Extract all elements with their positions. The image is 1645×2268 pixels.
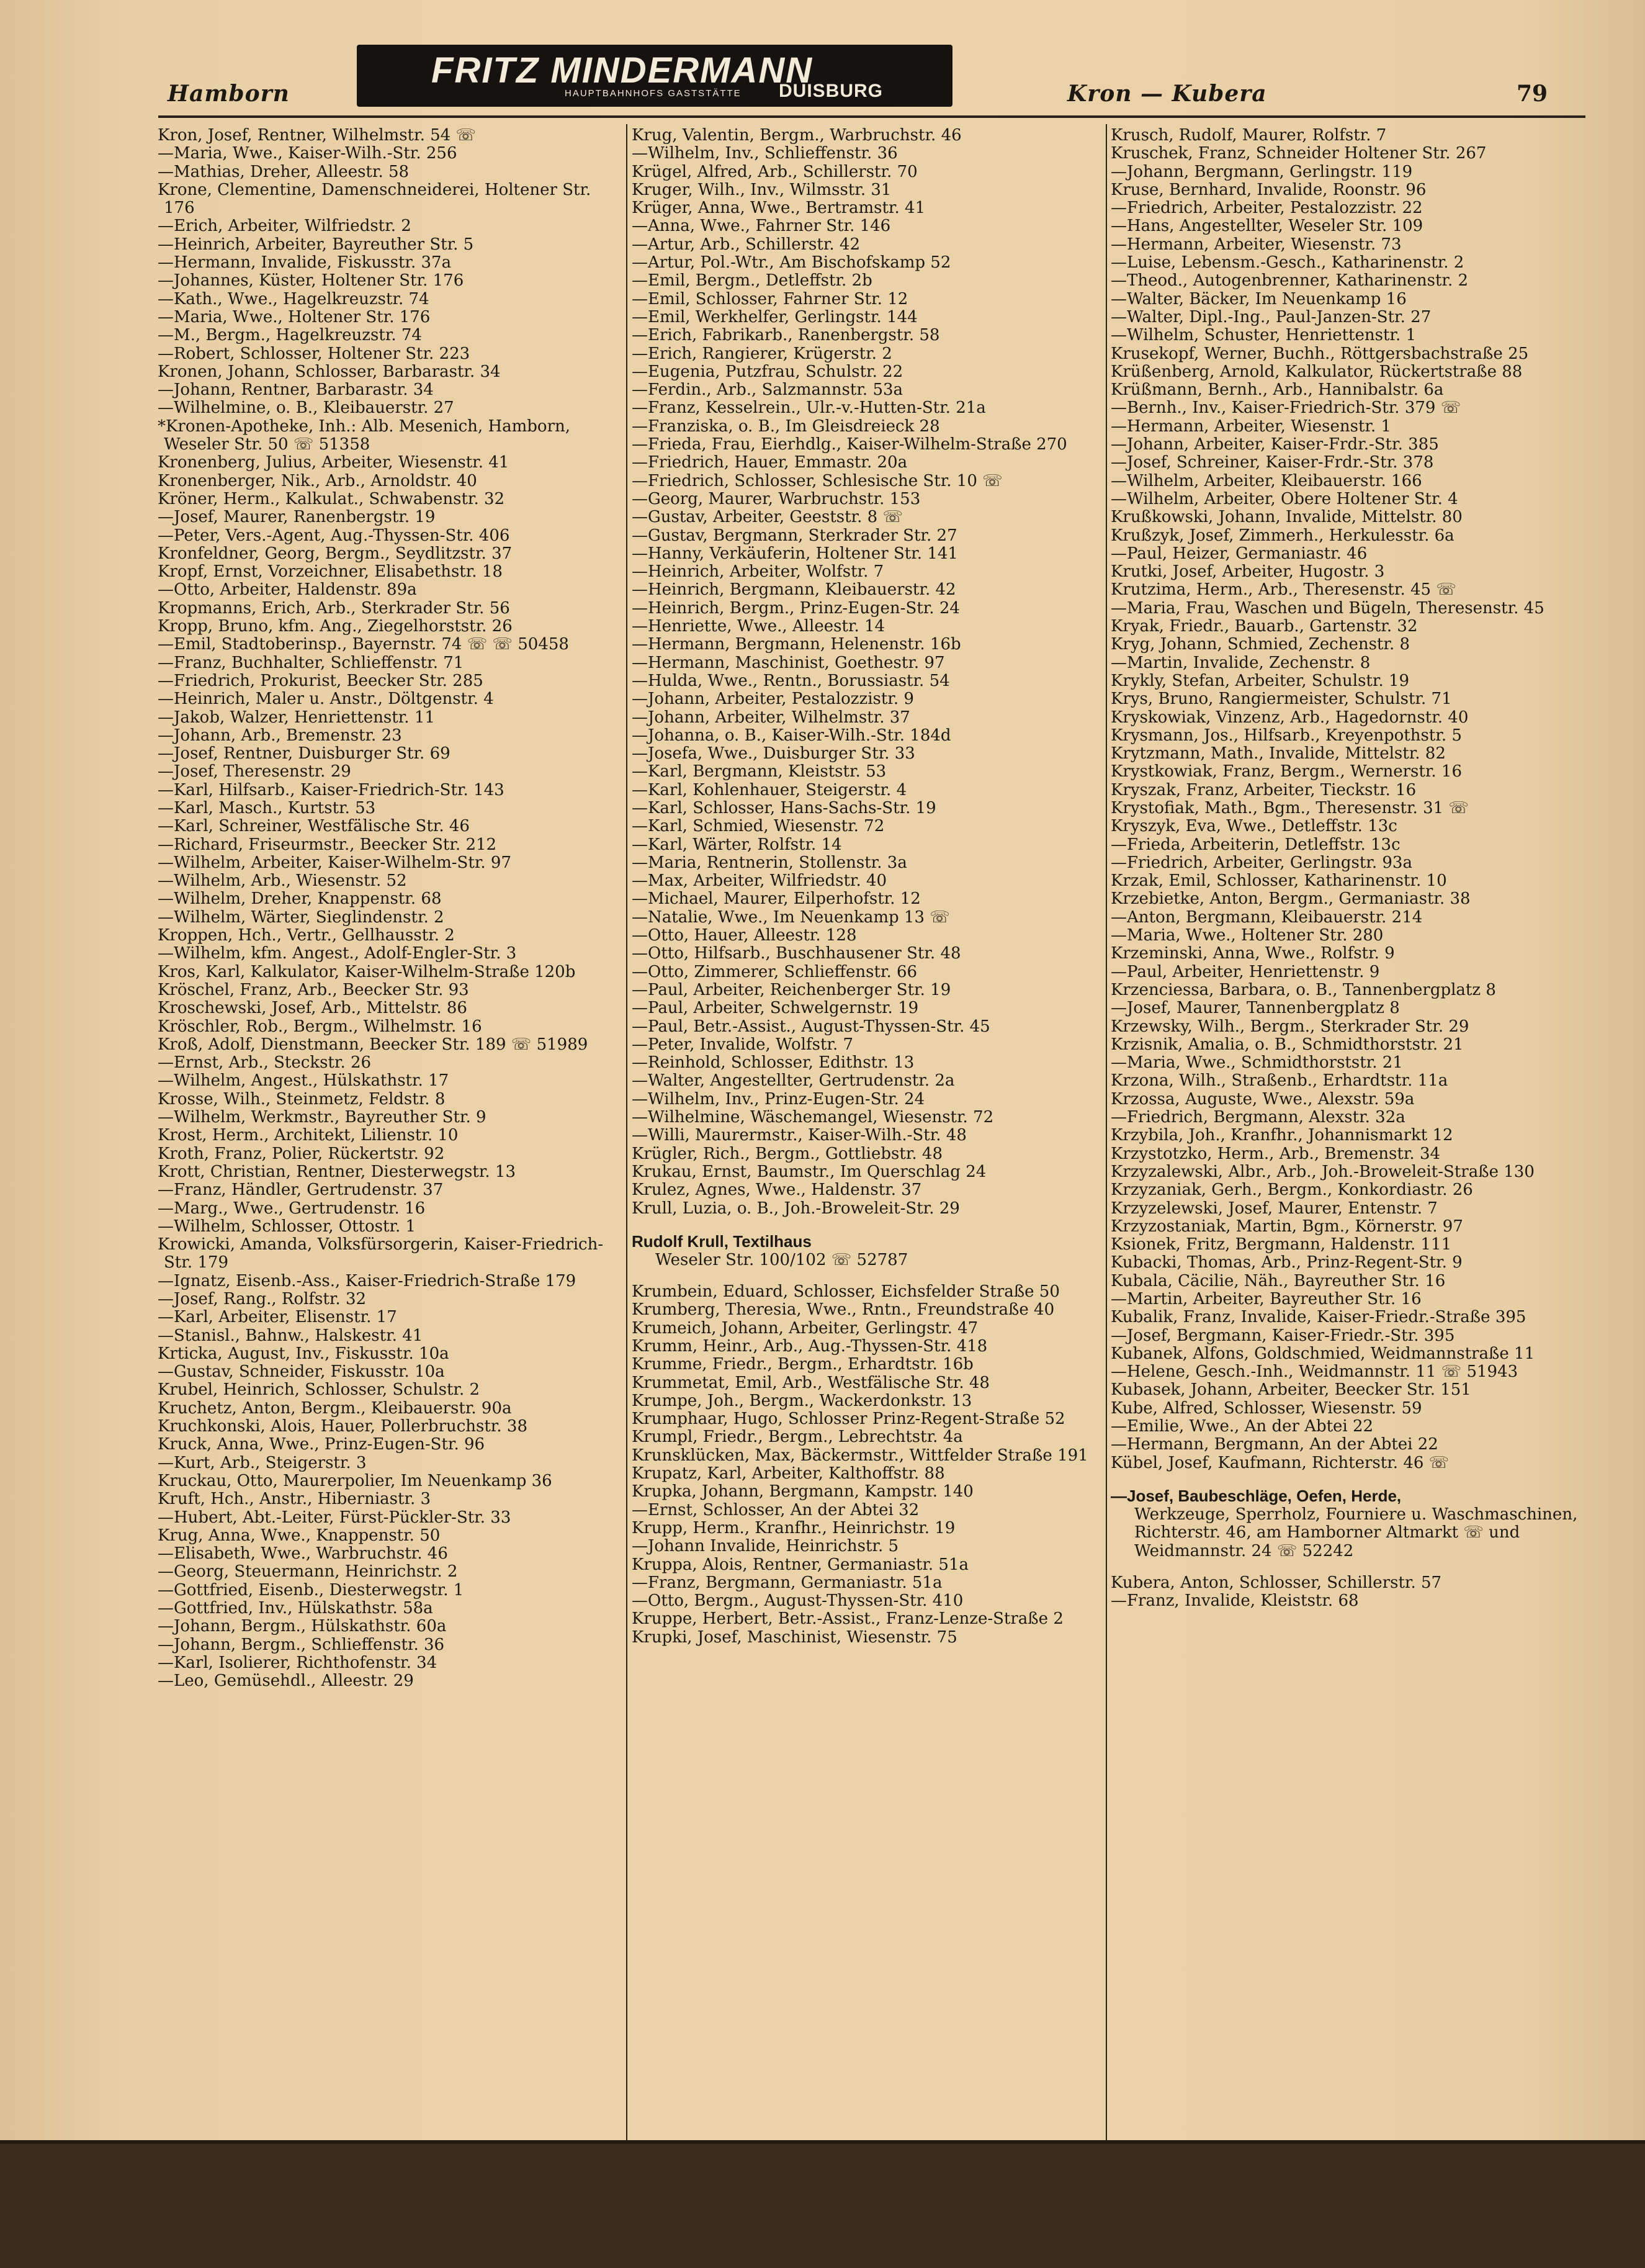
directory-entry: —Erich, Rangierer, Krügerstr. 2: [632, 344, 892, 363]
directory-entry: Kroppen, Hch., Vertr., Gellhausstr. 2: [158, 926, 455, 945]
directory-entry: —Leo, Gemüsehdl., Alleestr. 29: [158, 1672, 414, 1691]
directory-entry: —Johann, Arbeiter, Kaiser-Frdr.-Str. 385: [1111, 435, 1439, 454]
directory-entry: —Hubert, Abt.-Leiter, Fürst-Pückler-Str. 33: [158, 1508, 511, 1527]
directory-entry: —Johann, Bergm., Schlieffenstr. 36: [158, 1635, 445, 1654]
directory-entry: —Frieda, Frau, Eierhdlg., Kaiser-Wilhelm-Straße 270: [632, 435, 1067, 454]
directory-entry: —Maria, Rentnerin, Stollenstr. 3a: [632, 853, 907, 872]
directory-entry: —Emil, Schlosser, Fahrner Str. 12: [632, 289, 908, 308]
page-bottom-shadow: [0, 2144, 1645, 2268]
directory-entry: —Gottfried, Inv., Hülskathstr. 58a: [158, 1599, 433, 1618]
directory-entry: Krost, Herm., Architekt, Lilienstr. 10: [158, 1126, 459, 1145]
directory-entry: —Karl, Schlosser, Hans-Sachs-Str. 19: [632, 798, 936, 817]
directory-entry: —Georg, Maurer, Warbruchstr. 153: [632, 489, 921, 508]
directory-entry: Kubasek, Johann, Arbeiter, Beecker Str. 151: [1111, 1380, 1471, 1400]
directory-entry: —Franziska, o. B., Im Gleisdreieck 28: [632, 416, 940, 436]
directory-entry: Krone, Clementine, Damenschneiderei, Holtener Str. 176: [158, 180, 591, 218]
directory-entry: —Eugenia, Putzfrau, Schulstr. 22: [632, 362, 903, 381]
directory-entry: Krupatz, Karl, Arbeiter, Kalthoffstr. 88: [632, 1464, 945, 1483]
directory-entry: Krzisnik, Amalia, o. B., Schmidthorststr. 21: [1111, 1035, 1464, 1054]
directory-entry: —Wilhelm, Wärter, Sieglindenstr. 2: [158, 907, 444, 927]
directory-entry: Kruchkonski, Alois, Hauer, Pollerbruchstr. 38: [158, 1417, 527, 1436]
directory-entry: —Willi, Maurermstr., Kaiser-Wilh.-Str. 48: [632, 1126, 967, 1145]
directory-entry: —Walter, Dipl.-Ing., Paul-Janzen-Str. 27: [1111, 307, 1432, 326]
page-number: 79: [1517, 81, 1548, 107]
directory-entry: —Wilhelm, Arbeiter, Kaiser-Wilhelm-Str. 97: [158, 853, 512, 872]
directory-entry: Krügler, Rich., Bergm., Gottliebstr. 48: [632, 1144, 943, 1163]
directory-entry: —Maria, Wwe., Holtener Str. 280: [1111, 926, 1384, 945]
directory-entry: Kübel, Josef, Kaufmann, Richterstr. 46 ☏: [1111, 1453, 1450, 1472]
directory-entry: —Helene, Gesch.-Inh., Weidmannstr. 11 ☏ 51943: [1111, 1362, 1518, 1382]
directory-entry: Krzewsky, Wilh., Bergm., Sterkrader Str. 29: [1111, 1017, 1469, 1036]
directory-entry: —Mathias, Dreher, Alleestr. 58: [158, 162, 410, 181]
directory-entry: Krosse, Wilh., Steinmetz, Feldstr. 8: [158, 1089, 446, 1109]
directory-entry: —Otto, Arbeiter, Haldenstr. 89a: [158, 580, 417, 600]
directory-entry: —Franz, Invalide, Kleiststr. 68: [1111, 1591, 1359, 1611]
directory-entry: Krysmann, Jos., Hilfsarb., Kreyenpothstr. 5: [1111, 726, 1462, 745]
directory-entry: Kruse, Bernhard, Invalide, Roonstr. 96: [1111, 180, 1427, 199]
directory-entry: —Otto, Bergm., August-Thyssen-Str. 410: [632, 1591, 964, 1611]
directory-entry: —Hanny, Verkäuferin, Holtener Str. 141: [632, 544, 958, 563]
directory-entry: Kruger, Wilh., Inv., Wilmsstr. 31: [632, 180, 892, 199]
directory-entry: Krüßenberg, Arnold, Kalkulator, Rückertstraße 88: [1111, 362, 1523, 381]
directory-entry: —Johannes, Küster, Holtener Str. 176: [158, 271, 464, 290]
directory-entry: Kruck, Anna, Wwe., Prinz-Eugen-Str. 96: [158, 1435, 485, 1454]
directory-entry: —Wilhelm, Schuster, Henriettenstr. 1: [1111, 326, 1417, 345]
directory-entry: —Wilhelm, Dreher, Knappenstr. 68: [158, 889, 442, 909]
directory-advertisement: [1111, 1486, 1585, 1560]
header-range: Kron — Kubera: [1067, 81, 1267, 107]
directory-entry: —Luise, Lebensm.-Gesch., Katharinenstr. 2: [1111, 253, 1464, 272]
column-divider: [1106, 124, 1107, 2140]
directory-entry: —Gottfried, Eisenb., Diesterwegstr. 1: [158, 1580, 464, 1600]
directory-entry: —Wilhelm, Werkmstr., Bayreuther Str. 9: [158, 1108, 486, 1127]
directory-entry: —Martin, Arbeiter, Bayreuther Str. 16: [1111, 1290, 1422, 1308]
directory-entry: —Emil, Stadtoberinsp., Bayernstr. 74 ☏ ☏ 50458: [158, 635, 569, 654]
directory-entry: Krumphaar, Hugo, Schlosser Prinz-Regent-Straße 52: [632, 1410, 1065, 1429]
header-left-title: Hamborn: [168, 81, 290, 107]
directory-entry: —Wilhelm, Angest., Hülskathstr. 17: [158, 1071, 449, 1091]
directory-entry: —Gustav, Arbeiter, Geeststr. 8 ☏: [632, 508, 903, 527]
directory-entry: —Otto, Hauer, Alleestr. 128: [632, 926, 857, 945]
directory-entry: Kubala, Cäcilie, Näh., Bayreuther Str. 16: [1111, 1271, 1446, 1290]
directory-entry: Krys, Bruno, Rangiermeister, Schulstr. 71: [1111, 690, 1452, 709]
directory-entry: Krubel, Heinrich, Schlosser, Schulstr. 2: [158, 1380, 480, 1400]
advertisement-text: Werkzeuge, Sperrholz, Fourniere u. Waschmaschinen, Richterstr. 46, am Hamborner Altmarkt ☏ und Weidmannstr. 24 ☏ 52242: [1134, 1505, 1578, 1560]
directory-entry: —Robert, Schlosser, Holtener Str. 223: [158, 344, 470, 363]
directory-entry: —Hulda, Wwe., Rentn., Borussiastr. 54: [632, 671, 950, 690]
page-header: [0, 0, 1645, 124]
directory-entry: —Kath., Wwe., Hagelkreuzstr. 74: [158, 289, 429, 308]
directory-entry: Kros, Karl, Kalkulator, Kaiser-Wilhelm-Straße 120b: [158, 962, 576, 981]
directory-entry: Krupp, Herm., Kranfhr., Heinrichstr. 19: [632, 1518, 956, 1537]
directory-entry: Krzak, Emil, Schlosser, Katharinenstr. 10: [1111, 871, 1447, 891]
directory-entry: —Karl, Bergmann, Kleiststr. 53: [632, 762, 887, 781]
directory-entry: Krzebietke, Anton, Bergm., Germaniastr. 38: [1111, 889, 1471, 909]
directory-entry: Kropmanns, Erich, Arb., Sterkrader Str. 56: [158, 598, 510, 618]
header-ad-name: FRITZ MINDERMANN: [431, 50, 814, 91]
directory-entry: Krzenciessa, Barbara, o. B., Tannenbergplatz 8: [1111, 980, 1496, 999]
directory-entry: —Wilhelm, Schlosser, Ottostr. 1: [158, 1217, 416, 1236]
directory-entry: —Maria, Wwe., Schmidthorststr. 21: [1111, 1053, 1403, 1073]
directory-entry: Krusekopf, Werner, Buchh., Röttgersbachstraße 25: [1111, 344, 1529, 363]
directory-column-2: [632, 127, 1103, 2138]
directory-entry: —Wilhelmine, Wäschemangel, Wiesenstr. 72: [632, 1108, 994, 1127]
directory-entry: Krzyzalewski, Albr., Arb., Joh.-Broweleit-Straße 130: [1111, 1162, 1535, 1181]
directory-entry: —Friedrich, Hauer, Emmastr. 20a: [632, 453, 908, 472]
directory-entry: —Gustav, Bergmann, Sterkrader Str. 27: [632, 526, 957, 545]
directory-entry: Krußkowski, Johann, Invalide, Mittelstr. 80: [1111, 508, 1463, 527]
directory-entry: Krytzmann, Math., Invalide, Mittelstr. 82: [1111, 744, 1446, 763]
directory-entry: Krusch, Rudolf, Maurer, Rolfstr. 7: [1111, 127, 1387, 145]
directory-entry: —Karl, Arbeiter, Elisenstr. 17: [158, 1308, 397, 1327]
directory-entry: Kruft, Hch., Anstr., Hiberniastr. 3: [158, 1490, 431, 1509]
directory-entry: Krumm, Heinr., Arb., Aug.-Thyssen-Str. 418: [632, 1337, 988, 1356]
directory-entry: —Emil, Bergm., Detleffstr. 2b: [632, 271, 872, 290]
directory-entry: —Karl, Wärter, Rolfstr. 14: [632, 835, 842, 854]
directory-entry: Kronenberger, Nik., Arb., Arnoldstr. 40: [158, 471, 477, 490]
directory-entry: —Josef, Maurer, Tannenbergplatz 8: [1111, 999, 1400, 1018]
directory-entry: —Peter, Invalide, Wolfstr. 7: [632, 1035, 854, 1054]
directory-column-3: [1111, 127, 1585, 2138]
directory-entry: Krumpe, Joh., Bergm., Wackerdonkstr. 13: [632, 1391, 972, 1410]
directory-entry: —Otto, Zimmerer, Schlieffenstr. 66: [632, 962, 918, 981]
directory-entry: —Friedrich, Arbeiter, Pestalozzistr. 22: [1111, 199, 1423, 218]
directory-entry: —Heinrich, Arbeiter, Bayreuther Str. 5: [158, 235, 474, 254]
directory-entry: —Josefa, Wwe., Duisburger Str. 33: [632, 744, 915, 763]
directory-entry: —Wilhelmine, o. B., Kleibauerstr. 27: [158, 398, 454, 418]
directory-entry: —Anton, Bergmann, Kleibauerstr. 214: [1111, 907, 1423, 927]
directory-entry: —Ernst, Schlosser, An der Abtei 32: [632, 1500, 920, 1519]
directory-entry: —Friedrich, Schlosser, Schlesische Str. 10 ☏: [632, 471, 1003, 490]
directory-entry: —Artur, Arb., Schillerstr. 42: [632, 235, 860, 254]
directory-entry: —Johann, Rentner, Barbarastr. 34: [158, 380, 434, 400]
directory-entry: Krull, Luzia, o. B., Joh.-Broweleit-Str. 29: [632, 1199, 960, 1218]
directory-entry: —Josef, Rentner, Duisburger Str. 69: [158, 744, 450, 763]
directory-entry: —Peter, Vers.-Agent, Aug.-Thyssen-Str. 406: [158, 526, 510, 545]
directory-entry: Kröner, Herm., Kalkulat., Schwabenstr. 32: [158, 489, 505, 508]
directory-entry: Krott, Christian, Rentner, Diesterwegstr. 13: [158, 1162, 516, 1181]
directory-entry: Krupki, Josef, Maschinist, Wiesenstr. 75: [632, 1627, 957, 1647]
directory-entry: —Josef, Rang., Rolfstr. 32: [158, 1290, 367, 1308]
directory-entry: —Josef, Maurer, Ranenbergstr. 19: [158, 508, 436, 527]
directory-entry: —Paul, Heizer, Germaniastr. 46: [1111, 544, 1368, 563]
directory-entry: Krug, Valentin, Bergm., Warbruchstr. 46: [632, 127, 962, 145]
directory-entry: —Wilhelm, Arbeiter, Kleibauerstr. 166: [1111, 471, 1422, 490]
directory-entry: —Ferdin., Arb., Salzmannstr. 53a: [632, 380, 903, 400]
directory-entry: Kruschek, Franz, Schneider Holtener Str. 267: [1111, 144, 1487, 163]
directory-column-1: [158, 127, 623, 2138]
directory-entry: —Michael, Maurer, Eilperhofstr. 12: [632, 889, 921, 909]
directory-entry: —Wilhelm, Arb., Wiesenstr. 52: [158, 871, 407, 891]
directory-entry: Krystkowiak, Franz, Bergm., Wernerstr. 16: [1111, 762, 1463, 781]
directory-entry: —Frieda, Arbeiterin, Detleffstr. 13c: [1111, 835, 1401, 854]
directory-entry: Kubacki, Thomas, Arb., Prinz-Regent-Str. 9: [1111, 1253, 1463, 1272]
directory-entry: Krumpl, Friedr., Bergm., Lebrechtstr. 4a: [632, 1428, 963, 1447]
directory-entry: —Elisabeth, Wwe., Warbruchstr. 46: [158, 1544, 448, 1564]
directory-entry: —Ignatz, Eisenb.-Ass., Kaiser-Friedrich-Straße 179: [158, 1271, 576, 1290]
directory-entry: —Henriette, Wwe., Alleestr. 14: [632, 617, 885, 636]
directory-entry: —Wilhelm, kfm. Angest., Adolf-Engler-Str. 3: [158, 944, 517, 963]
directory-entry: —Johann Invalide, Heinrichstr. 5: [632, 1537, 899, 1556]
directory-entry: —Natalie, Wwe., Im Neuenkamp 13 ☏: [632, 907, 950, 927]
directory-entry: —Karl, Kohlenhauer, Steigerstr. 4: [632, 780, 907, 799]
directory-entry: Kryg, Johann, Schmied, Zechenstr. 8: [1111, 635, 1410, 654]
directory-entry: —Heinrich, Arbeiter, Wolfstr. 7: [632, 562, 884, 582]
directory-entry: Krüger, Anna, Wwe., Bertramstr. 41: [632, 199, 926, 218]
column-divider: [626, 124, 627, 2140]
directory-entry: Kruppe, Herbert, Betr.-Assist., Franz-Lenze-Straße 2: [632, 1609, 1064, 1629]
directory-entry: Krutzima, Herm., Arb., Theresenstr. 45 ☏: [1111, 580, 1456, 600]
directory-entry: —Erich, Arbeiter, Wilfriedstr. 2: [158, 217, 411, 236]
directory-entry: Kubanek, Alfons, Goldschmied, Weidmannstraße 11: [1111, 1344, 1535, 1363]
directory-entry: —Paul, Arbeiter, Schwelgernstr. 19: [632, 999, 919, 1018]
directory-entry: Krzyzelewski, Josef, Maurer, Entenstr. 7: [1111, 1199, 1438, 1218]
directory-entry: —Paul, Arbeiter, Reichenberger Str. 19: [632, 980, 951, 999]
directory-entry: Krulez, Agnes, Wwe., Haldenstr. 37: [632, 1181, 922, 1200]
directory-entry: Krug, Anna, Wwe., Knappenstr. 50: [158, 1526, 441, 1545]
directory-entry: —Hermann, Maschinist, Goethestr. 97: [632, 653, 945, 672]
directory-entry: Krowicki, Amanda, Volksfürsorgerin, Kaiser-Friedrich-Str. 179: [158, 1235, 604, 1272]
directory-entry: —Maria, Frau, Waschen und Bügeln, Theresenstr. 45: [1111, 598, 1544, 618]
directory-entry: Krügel, Alfred, Arb., Schillerstr. 70: [632, 162, 918, 181]
directory-entry: Krumbein, Eduard, Schlosser, Eichsfelder Straße 50: [632, 1282, 1060, 1302]
directory-entry: Kruckau, Otto, Maurerpolier, Im Neuenkamp 36: [158, 1471, 552, 1490]
directory-entry: Krutki, Josef, Arbeiter, Hugostr. 3: [1111, 562, 1385, 582]
advertisement-title: —Josef, Baubeschläge, Oefen, Herde,: [1111, 1486, 1402, 1505]
header-ad-subtitle: HAUPTBAHNHOFS GASTSTÄTTE: [565, 88, 742, 99]
directory-entry: —Stanisl., Bahnw., Halskestr. 41: [158, 1326, 423, 1345]
directory-entry: —Hermann, Bergmann, Helenenstr. 16b: [632, 635, 961, 654]
directory-entry: Krzeminski, Anna, Wwe., Rolfstr. 9: [1111, 944, 1395, 963]
directory-entry: —Johann, Bergmann, Gerlingstr. 119: [1111, 162, 1413, 181]
directory-entry: Kryskowiak, Vinzenz, Arb., Hagedornstr. 40: [1111, 708, 1469, 727]
directory-entry: Kröschel, Franz, Arb., Beecker Str. 93: [158, 980, 469, 999]
directory-entry: —Reinhold, Schlosser, Edithstr. 13: [632, 1053, 915, 1073]
directory-entry: —Heinrich, Bergm., Prinz-Eugen-Str. 24: [632, 598, 960, 618]
directory-entry: —Josef, Schreiner, Kaiser-Frdr.-Str. 378: [1111, 453, 1434, 472]
directory-entry: —Heinrich, Maler u. Anstr., Döltgenstr. 4: [158, 690, 494, 709]
directory-entry: Krzystotzko, Herm., Arb., Bremenstr. 34: [1111, 1144, 1441, 1163]
directory-entry: —Max, Arbeiter, Wilfriedstr. 40: [632, 871, 887, 891]
advertisement-title: Rudolf Krull, Textilhaus: [632, 1231, 812, 1251]
directory-entry: —Wilhelm, Arbeiter, Obere Holtener Str. 4: [1111, 489, 1458, 508]
directory-entry: Kronen, Johann, Schlosser, Barbarastr. 34: [158, 362, 501, 381]
directory-entry: —Wilhelm, Inv., Prinz-Eugen-Str. 24: [632, 1089, 925, 1109]
directory-entry: —Maria, Wwe., Holtener Str. 176: [158, 307, 431, 326]
directory-entry: —Josef, Bergmann, Kaiser-Friedr.-Str. 395: [1111, 1326, 1455, 1345]
directory-entry: Krykly, Stefan, Arbeiter, Schulstr. 19: [1111, 671, 1410, 690]
directory-entry: —Hans, Angestellter, Weseler Str. 109: [1111, 217, 1423, 236]
directory-entry: —Johann, Arbeiter, Pestalozzistr. 9: [632, 690, 914, 709]
directory-entry: —Martin, Invalide, Zechenstr. 8: [1111, 653, 1371, 672]
directory-entry: —Friedrich, Bergmann, Alexstr. 32a: [1111, 1108, 1405, 1127]
directory-advertisement: [632, 1231, 1103, 1269]
directory-entry: Kroth, Franz, Polier, Rückertstr. 92: [158, 1144, 445, 1163]
directory-entry: —Paul, Betr.-Assist., August-Thyssen-Str. 45: [632, 1017, 990, 1036]
directory-entry: —Erich, Fabrikarb., Ranenbergstr. 58: [632, 326, 940, 345]
directory-entry: Krzyzostaniak, Martin, Bgm., Körnerstr. 97: [1111, 1217, 1463, 1236]
header-advertisement: [357, 45, 952, 107]
directory-entry: Krumberg, Theresia, Wwe., Rntn., Freundstraße 40: [632, 1300, 1055, 1320]
directory-entry: —Johann, Bergm., Hülskathstr. 60a: [158, 1617, 447, 1636]
directory-entry: Krumeich, Johann, Arbeiter, Gerlingstr. 47: [632, 1318, 979, 1338]
header-rule: [158, 115, 1585, 118]
directory-entry: —Franz, Bergmann, Germaniastr. 51a: [632, 1573, 943, 1592]
directory-entry: —Marg., Wwe., Gertrudenstr. 16: [158, 1199, 426, 1218]
directory-entry: Krußzyk, Josef, Zimmerh., Herkulesstr. 6a: [1111, 526, 1455, 545]
directory-entry: —Walter, Angestellter, Gertrudenstr. 2a: [632, 1071, 955, 1091]
directory-entry: —Emil, Werkhelfer, Gerlingstr. 144: [632, 307, 918, 326]
header-ad-city: DUISBURG: [779, 81, 884, 101]
directory-entry: —Johann, Arb., Bremenstr. 23: [158, 726, 402, 745]
directory-entry: Kroß, Adolf, Dienstmann, Beecker Str. 189 ☏ 51989: [158, 1035, 588, 1054]
directory-entry: —Ernst, Arb., Steckstr. 26: [158, 1053, 372, 1073]
directory-entry: —Hermann, Arbeiter, Wiesenstr. 1: [1111, 416, 1392, 436]
directory-entry: Kruchetz, Anton, Bergm., Kleibauerstr. 90a: [158, 1398, 512, 1418]
directory-entry: Krunsklücken, Max, Bäckermstr., Wittfelder Straße 191: [632, 1446, 1088, 1465]
directory-entry: Krzossa, Auguste, Wwe., Alexstr. 59a: [1111, 1089, 1415, 1109]
directory-entry: —Richard, Friseurmstr., Beecker Str. 212: [158, 835, 497, 854]
directory-entry: —Hermann, Arbeiter, Wiesenstr. 73: [1111, 235, 1402, 254]
directory-entry: —Heinrich, Bergmann, Kleibauerstr. 42: [632, 580, 956, 600]
directory-entry: —Anna, Wwe., Fahrner Str. 146: [632, 217, 891, 236]
directory-entry: Kropf, Ernst, Vorzeichner, Elisabethstr. 18: [158, 562, 503, 582]
directory-entry: Kropp, Bruno, kfm. Ang., Ziegelhorststr. 26: [158, 617, 513, 636]
directory-entry: —Wilhelm, Inv., Schlieffenstr. 36: [632, 144, 898, 163]
directory-entry: —Karl, Schreiner, Westfälische Str. 46: [158, 817, 470, 836]
directory-entry: —Karl, Masch., Kurtstr. 53: [158, 798, 376, 817]
directory-entry: Kubera, Anton, Schlosser, Schillerstr. 57: [1111, 1573, 1442, 1592]
directory-entry: —Gustav, Schneider, Fiskusstr. 10a: [158, 1362, 445, 1382]
directory-entry: *Kronen-Apotheke, Inh.: Alb. Mesenich, Hamborn, Weseler Str. 50 ☏ 51358: [158, 416, 571, 454]
directory-entry: —Artur, Pol.-Wtr., Am Bischofskamp 52: [632, 253, 951, 272]
directory-entry: Kryak, Friedr., Bauarb., Gartenstr. 32: [1111, 617, 1418, 636]
directory-entry: —Hermann, Bergmann, An der Abtei 22: [1111, 1435, 1438, 1454]
directory-entry: —Paul, Arbeiter, Henriettenstr. 9: [1111, 962, 1380, 981]
directory-entry: Kröschler, Rob., Bergm., Wilhelmstr. 16: [158, 1017, 482, 1036]
directory-entry: Kroschewski, Josef, Arb., Mittelstr. 86: [158, 999, 467, 1018]
directory-entry: Kubalik, Franz, Invalide, Kaiser-Friedr.-Straße 395: [1111, 1308, 1526, 1327]
directory-entry: Krzyzaniak, Gerh., Bergm., Konkordiastr. 26: [1111, 1181, 1473, 1200]
directory-entry: Krukau, Ernst, Baumstr., Im Querschlag 24: [632, 1162, 987, 1181]
directory-entry: —Georg, Steuermann, Heinrichstr. 2: [158, 1562, 458, 1582]
directory-entry: —Theod., Autogenbrenner, Katharinenstr. 2: [1111, 271, 1469, 290]
directory-entry: Krticka, August, Inv., Fiskusstr. 10a: [158, 1344, 449, 1363]
directory-entry: —Bernh., Inv., Kaiser-Friedrich-Str. 379 ☏: [1111, 398, 1461, 418]
directory-entry: —Johanna, o. B., Kaiser-Wilh.-Str. 184d: [632, 726, 951, 745]
directory-entry: Krzybila, Joh., Kranfhr., Johannismarkt 12: [1111, 1126, 1453, 1145]
advertisement-text: Weseler Str. 100/102 ☏ 52787: [655, 1250, 908, 1269]
directory-entry: —Friedrich, Prokurist, Beecker Str. 285: [158, 671, 483, 690]
directory-entry: —Karl, Schmied, Wiesenstr. 72: [632, 817, 885, 836]
directory-entry: Kronenberg, Julius, Arbeiter, Wiesenstr. 41: [158, 453, 509, 472]
directory-entry: —Franz, Händler, Gertrudenstr. 37: [158, 1181, 444, 1200]
directory-entry: —Maria, Wwe., Kaiser-Wilh.-Str. 256: [158, 144, 457, 163]
directory-entry: —Josef, Theresenstr. 29: [158, 762, 351, 781]
directory-entry: —M., Bergm., Hagelkreuzstr. 74: [158, 326, 422, 345]
directory-entry: —Karl, Isolierer, Richthofenstr. 34: [158, 1653, 437, 1672]
directory-entry: Krystofiak, Math., Bgm., Theresenstr. 31 ☏: [1111, 798, 1469, 817]
directory-entry: —Hermann, Invalide, Fiskusstr. 37a: [158, 253, 452, 272]
directory-entry: —Franz, Kesselrein., Ulr.-v.-Hutten-Str. 21a: [632, 398, 986, 418]
directory-entry: Krüßmann, Bernh., Arb., Hannibalstr. 6a: [1111, 380, 1444, 400]
directory-entry: —Franz, Buchhalter, Schlieffenstr. 71: [158, 653, 464, 672]
directory-entry: Krzona, Wilh., Straßenb., Erhardtstr. 11a: [1111, 1071, 1448, 1091]
directory-entry: —Friedrich, Arbeiter, Gerlingstr. 93a: [1111, 853, 1412, 872]
directory-entry: —Otto, Hilfsarb., Buschhausener Str. 48: [632, 944, 961, 963]
directory-entry: Krumme, Friedr., Bergm., Erhardtstr. 16b: [632, 1355, 974, 1374]
directory-entry: Kryszak, Franz, Arbeiter, Tieckstr. 16: [1111, 780, 1417, 799]
directory-entry: —Kurt, Arb., Steigerstr. 3: [158, 1453, 367, 1472]
directory-entry: Kryszyk, Eva, Wwe., Detleffstr. 13c: [1111, 817, 1397, 836]
directory-entry: Krupka, Johann, Bergmann, Kampstr. 140: [632, 1482, 974, 1501]
directory-entry: Krummetat, Emil, Arb., Westfälische Str. 48: [632, 1373, 990, 1392]
directory-entry: Ksionek, Fritz, Bergmann, Haldenstr. 111: [1111, 1235, 1452, 1254]
directory-entry: —Walter, Bäcker, Im Neuenkamp 16: [1111, 289, 1407, 308]
directory-entry: —Karl, Hilfsarb., Kaiser-Friedrich-Str. 143: [158, 780, 504, 799]
directory-entry: Kruppa, Alois, Rentner, Germaniastr. 51a: [632, 1555, 969, 1574]
directory-entry: —Emilie, Wwe., An der Abtei 22: [1111, 1417, 1374, 1436]
directory-entry: —Jakob, Walzer, Henriettenstr. 11: [158, 708, 435, 727]
directory-entry: Kron, Josef, Rentner, Wilhelmstr. 54 ☏: [158, 127, 476, 145]
directory-entry: —Johann, Arbeiter, Wilhelmstr. 37: [632, 708, 910, 727]
directory-entry: Kronfeldner, Georg, Bergm., Seydlitzstr. 37: [158, 544, 513, 563]
directory-entry: Kube, Alfred, Schlosser, Wiesenstr. 59: [1111, 1398, 1422, 1418]
